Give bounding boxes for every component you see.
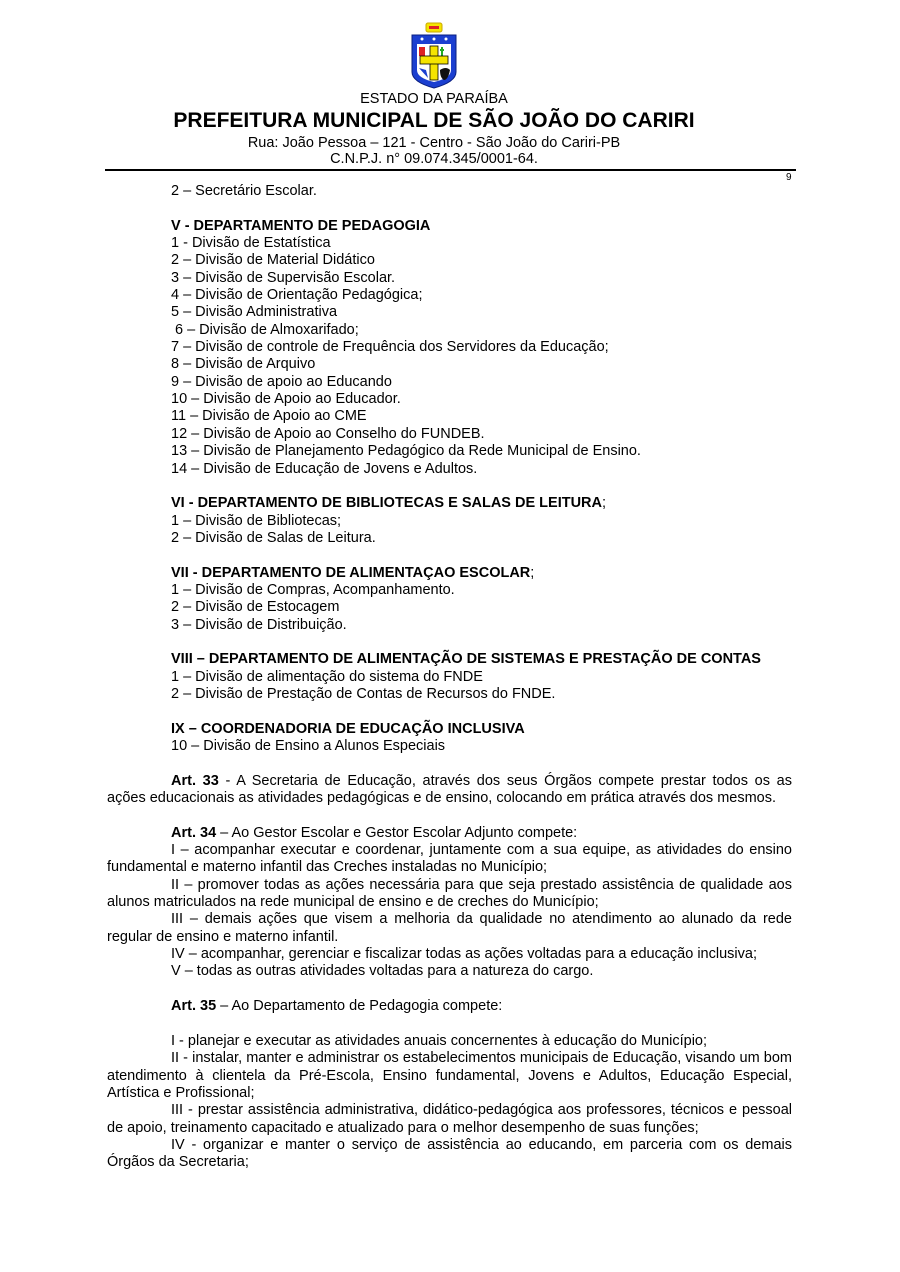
document-body bbox=[107, 183, 792, 1172]
list-item: 3 – Divisão de Supervisão Escolar. bbox=[171, 269, 396, 286]
blank-line bbox=[107, 1016, 792, 1033]
section-heading-title: VII - DEPARTAMENTO DE ALIMENTAÇAO ESCOLAR bbox=[171, 564, 531, 581]
blank-line bbox=[107, 703, 792, 720]
article-paragraph bbox=[107, 825, 792, 842]
clause-paragraph bbox=[107, 842, 792, 877]
section-heading bbox=[107, 721, 792, 738]
list-item: 9 – Divisão de apoio ao Educando bbox=[171, 373, 392, 390]
list-item: 12 – Divisão de Apoio ao Conselho do FUNDEB. bbox=[171, 425, 485, 442]
municipal-coat-of-arms-logo bbox=[408, 20, 460, 90]
article-label: Art. 35 bbox=[171, 998, 217, 1015]
section-heading-title: VIII – DEPARTAMENTO DE ALIMENTAÇÃO DE SISTEMAS E PRESTAÇÃO DE CONTAS bbox=[171, 651, 761, 668]
article-label: Art. 34 bbox=[171, 824, 217, 841]
list-item: 2 – Divisão de Material Didático bbox=[171, 252, 375, 269]
section-heading-title: V - DEPARTAMENTO DE PEDAGOGIA bbox=[171, 217, 431, 234]
clause-paragraph bbox=[107, 1050, 792, 1102]
section-heading-punct: ; bbox=[530, 564, 535, 581]
blank-line bbox=[107, 478, 792, 495]
paragraph-text: I – acompanhar executar e coordenar, juntamente com a sua equipe, as atividades do ensino fundamental e materno infantil das Creches instaladas no Município; bbox=[107, 842, 792, 876]
list-item: 1 – Divisão de alimentação do sistema do FNDE bbox=[171, 668, 483, 685]
cnpj: C.N.P.J. n° 09.074.345/0001-64. bbox=[330, 151, 538, 167]
paragraph-text: – Ao Gestor Escolar e Gestor Escolar Adjunto compete: bbox=[216, 824, 578, 841]
paragraph-text: - A Secretaria de Educação, através dos seus Órgãos compete prestar todos os as ações educacionais as atividades pedagógicas e de ensino, colocando em prática através dos mesmos. bbox=[107, 772, 792, 807]
clause-paragraph bbox=[107, 1137, 792, 1172]
list-item: 13 – Divisão de Planejamento Pedagógico da Rede Municipal de Ensino. bbox=[171, 443, 641, 460]
state-name: ESTADO DA PARAÍBA bbox=[360, 91, 508, 107]
page-number: 9 bbox=[786, 172, 792, 183]
section-heading bbox=[107, 651, 792, 668]
list-item: 3 – Divisão de Distribuição. bbox=[171, 616, 347, 633]
list-item: 2 – Secretário Escolar. bbox=[171, 183, 317, 199]
address: Rua: João Pessoa – 121 - Centro - São João do Cariri-PB bbox=[247, 135, 621, 151]
list-item: 4 – Divisão de Orientação Pedagógica; bbox=[171, 287, 423, 304]
list-item: 6 – Divisão de Almoxarifado; bbox=[175, 321, 359, 338]
paragraph-text: IV – acompanhar, gerenciar e fiscalizar todas as ações voltadas para a educação inclusiva; bbox=[171, 946, 757, 963]
blank-line bbox=[107, 981, 792, 998]
section-heading bbox=[107, 565, 792, 582]
list-item: 1 – Divisão de Bibliotecas; bbox=[171, 512, 342, 529]
blank-line bbox=[107, 634, 792, 651]
blank-line bbox=[107, 755, 792, 772]
paragraph-text: – Ao Departamento de Pedagogia compete: bbox=[216, 998, 503, 1015]
list-item: 8 – Divisão de Arquivo bbox=[171, 356, 316, 373]
list-item: 7 – Divisão de controle de Frequência dos Servidores da Educação; bbox=[171, 339, 609, 356]
section-heading bbox=[107, 495, 792, 512]
list-item: 2 – Divisão de Estocagem bbox=[171, 599, 340, 616]
blank-line bbox=[107, 807, 792, 824]
paragraph-text: II - instalar, manter e administrar os estabelecimentos municipais de Educação, visando um bom atendimento à clientela da Pré-Escola, Ensino fundamental, Jovens e Adultos, Educação Especial, Artística e Profissional; bbox=[107, 1050, 792, 1101]
blank-line bbox=[107, 200, 792, 217]
header-divider bbox=[105, 169, 796, 171]
blank-line bbox=[107, 547, 792, 564]
paragraph-text: IV - organizar e manter o serviço de assistência ao educando, em parceria com os demais Órgãos da Secretaria; bbox=[107, 1136, 792, 1171]
paragraph-text: V – todas as outras atividades voltadas para a natureza do cargo. bbox=[171, 963, 594, 980]
article-paragraph bbox=[107, 773, 792, 808]
list-item: 2 – Divisão de Prestação de Contas de Recursos do FNDE. bbox=[171, 685, 556, 702]
paragraph-text: II – promover todas as ações necessária para que seja prestado assistência de qualidade aos alunos matriculados na rede municipal de ensino e de creches do Município; bbox=[107, 876, 792, 911]
clause-paragraph bbox=[107, 1102, 792, 1137]
paragraph-text: III – demais ações que visem a melhoria da qualidade no atendimento ao alunado da rede regular de ensino e materno infantil. bbox=[107, 911, 792, 945]
clause-paragraph bbox=[107, 963, 792, 980]
paragraph-text: I - planejar e executar as atividades anuais concernentes à educação do Município; bbox=[171, 1032, 708, 1049]
section-heading-title: VI - DEPARTAMENTO DE BIBLIOTECAS E SALAS DE LEITURA bbox=[171, 495, 602, 512]
list-item: 1 - Divisão de Estatística bbox=[171, 235, 331, 252]
section-heading-title: IX – COORDENADORIA DE EDUCAÇÃO INCLUSIVA bbox=[171, 720, 525, 737]
clause-paragraph bbox=[107, 911, 792, 946]
list-item: 14 – Divisão de Educação de Jovens e Adultos. bbox=[171, 460, 478, 477]
section-heading bbox=[107, 218, 792, 235]
clause-paragraph bbox=[107, 946, 792, 963]
document-title: PREFEITURA MUNICIPAL DE SÃO JOÃO DO CARIRI bbox=[173, 109, 695, 132]
list-item: 5 – Divisão Administrativa bbox=[171, 304, 338, 321]
list-item: 10 – Divisão de Ensino a Alunos Especiais bbox=[171, 738, 446, 754]
list-item: 10 – Divisão de Apoio ao Educador. bbox=[171, 391, 401, 408]
paragraph-text: III - prestar assistência administrativa, didático-pedagógica aos professores, técnicos e pessoal de apoio, treinamento capacitado e atualizado para o melhor desempenho de suas funções; bbox=[107, 1102, 792, 1136]
clause-paragraph bbox=[107, 1033, 792, 1050]
clause-paragraph bbox=[107, 877, 792, 912]
list-item: 1 – Divisão de Compras, Acompanhamento. bbox=[171, 581, 455, 598]
article-label: Art. 33 bbox=[171, 772, 219, 789]
section-heading-punct: ; bbox=[602, 495, 607, 512]
article-paragraph bbox=[107, 998, 792, 1015]
list-item: 11 – Divisão de Apoio ao CME bbox=[171, 408, 367, 425]
list-item: 2 – Divisão de Salas de Leitura. bbox=[171, 529, 376, 546]
